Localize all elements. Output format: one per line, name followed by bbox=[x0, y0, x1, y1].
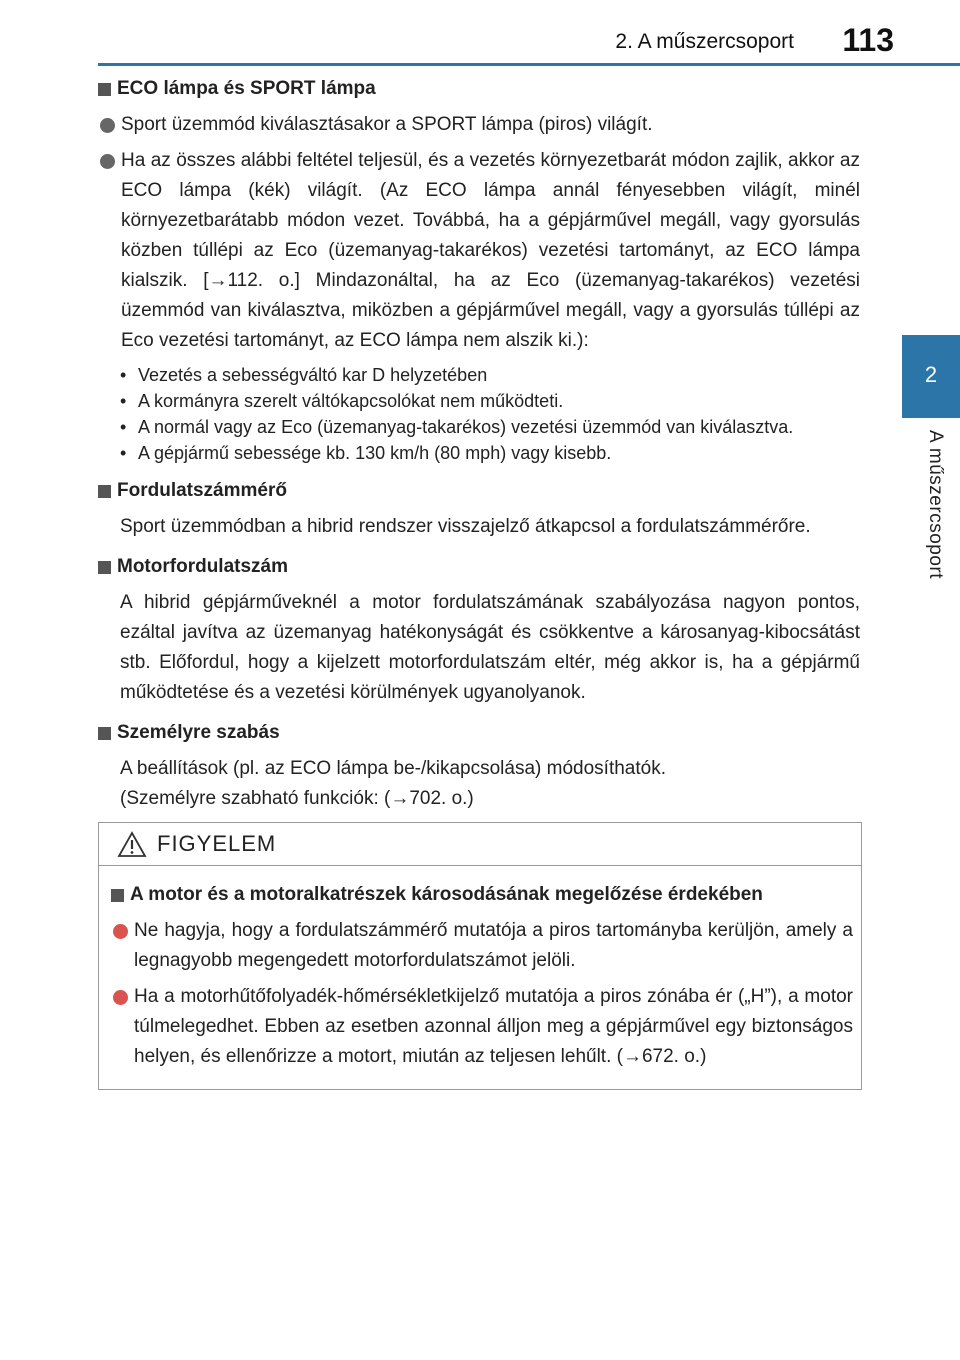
section-heading bbox=[98, 556, 860, 578]
section-heading-text: Fordulatszámmérő bbox=[117, 480, 287, 501]
main-content bbox=[98, 78, 860, 828]
section-paragraph bbox=[120, 754, 860, 814]
condition-item: • Vezetés a sebességváltó kar D helyzetében bbox=[120, 365, 488, 385]
chapter-tab-number: 2 bbox=[924, 362, 938, 387]
round-bullet-icon bbox=[100, 154, 115, 169]
warning-subheading-text: A motor és a motoralkatrészek károsodásának megelőzése érdekében bbox=[130, 884, 763, 905]
section-heading bbox=[98, 722, 860, 744]
warning-bullet-text: Ne hagyja, hogy a fordulatszámmérő mutatója a piros tartományba kerüljön, amely a legnagyobb megengedett motorfordulatszámot jelöli. bbox=[134, 920, 853, 971]
bullet-item bbox=[98, 146, 860, 356]
warning-subheading bbox=[111, 884, 853, 906]
square-bullet-icon bbox=[98, 727, 111, 740]
round-bullet-icon bbox=[100, 118, 115, 133]
warning-bullet bbox=[111, 916, 853, 976]
bullet-text: Ha az összes alábbi feltétel teljesül, és a vezetés környezetbarát módon zajlik, akkor az ECO lámpa (kék) világít. (Az ECO lámpa annál fényesebben világít, minél környezetbarátabb módon vezet. Továbbá, ha a gépjárművel megáll, vagy gyorsulás közben túllépi az Eco (üzemanyag-takarékos) vezetési tartományt, az ECO lámpa kialszik. [→112. o.] Mindazonáltal, ha az Eco (üzemanyag-takarékos) vezetési üzemmód van kiválasztva, miközben a gépjárművel megáll, vagy a gyorsulás túllépi az Eco vezetési tartományt, az ECO lámpa nem alszik ki.): bbox=[121, 150, 860, 351]
page-header bbox=[0, 0, 960, 62]
header-rule bbox=[98, 63, 960, 66]
condition-item: • A kormányra szerelt váltókapcsolókat nem működteti. bbox=[120, 391, 564, 411]
warning-title: FIGYELEM bbox=[157, 831, 277, 856]
section-tachometer bbox=[98, 480, 860, 542]
round-bullet-icon bbox=[113, 990, 128, 1005]
page-number: 113 bbox=[842, 22, 894, 58]
section-eco bbox=[98, 78, 860, 466]
section-paragraph: A hibrid gépjárműveknél a motor fordulatszámának szabályozása nagyon pontos, ezáltal javítva az üzemanyag hatékonyságát és csökkentve a károsanyag-kibocsátást stb. Előfordul, hogy a kijelzett motorfordulatszám eltér, még akkor is, ha a gépjármű működtetése és a vezetési körülmények ugyanolyanok. bbox=[120, 592, 860, 703]
condition-list bbox=[120, 362, 860, 466]
customization-reference: (Személyre szabható funkciók: (→702. o.) bbox=[120, 788, 474, 809]
section-heading-text: ECO lámpa és SPORT lámpa bbox=[117, 78, 376, 99]
section-engine-speed bbox=[98, 556, 860, 708]
warning-title-bar bbox=[99, 823, 861, 866]
bullet-text: Sport üzemmód kiválasztásakor a SPORT lámpa (piros) világít. bbox=[121, 114, 653, 135]
square-bullet-icon bbox=[98, 485, 111, 498]
section-heading bbox=[98, 78, 860, 100]
condition-item: • A gépjármű sebessége kb. 130 km/h (80 mph) vagy kisebb. bbox=[120, 443, 612, 463]
section-paragraph: Sport üzemmódban a hibrid rendszer visszajelző átkapcsol a fordulatszámmérőre. bbox=[120, 516, 811, 537]
warning-bullet-text: Ha a motorhűtőfolyadék-hőmérsékletkijelző mutatója a piros zónába ér („H”), a motor túlmelegedhet. Ebben az esetben azonnal álljon meg a gépjárművel egy biztonságos helyen, és ellenőrizze a motort, miután az teljesen lehűlt. (→672. o.) bbox=[134, 986, 853, 1067]
chapter-tab[interactable] bbox=[902, 335, 960, 418]
condition-item: • A normál vagy az Eco (üzemanyag-takarékos) vezetési üzemmód van kiválasztva. bbox=[120, 417, 794, 437]
warning-bullet bbox=[111, 982, 853, 1072]
customization-line: A beállítások (pl. az ECO lámpa be-/kikapcsolása) módosíthatók. bbox=[120, 758, 666, 779]
section-title: 2. A műszercsoport bbox=[615, 30, 794, 53]
warning-triangle-icon bbox=[117, 831, 147, 858]
square-bullet-icon bbox=[98, 561, 111, 574]
bullet-item bbox=[98, 110, 860, 140]
section-heading-text: Személyre szabás bbox=[117, 722, 280, 743]
section-heading bbox=[98, 480, 860, 502]
chapter-tab-label: A műszercsoport bbox=[925, 430, 946, 579]
square-bullet-icon bbox=[98, 83, 111, 96]
section-heading-text: Motorfordulatszám bbox=[117, 556, 288, 577]
warning-box bbox=[98, 822, 862, 1090]
warning-body bbox=[99, 866, 861, 1072]
square-bullet-icon bbox=[111, 889, 124, 902]
round-bullet-icon bbox=[113, 924, 128, 939]
section-customization bbox=[98, 722, 860, 814]
